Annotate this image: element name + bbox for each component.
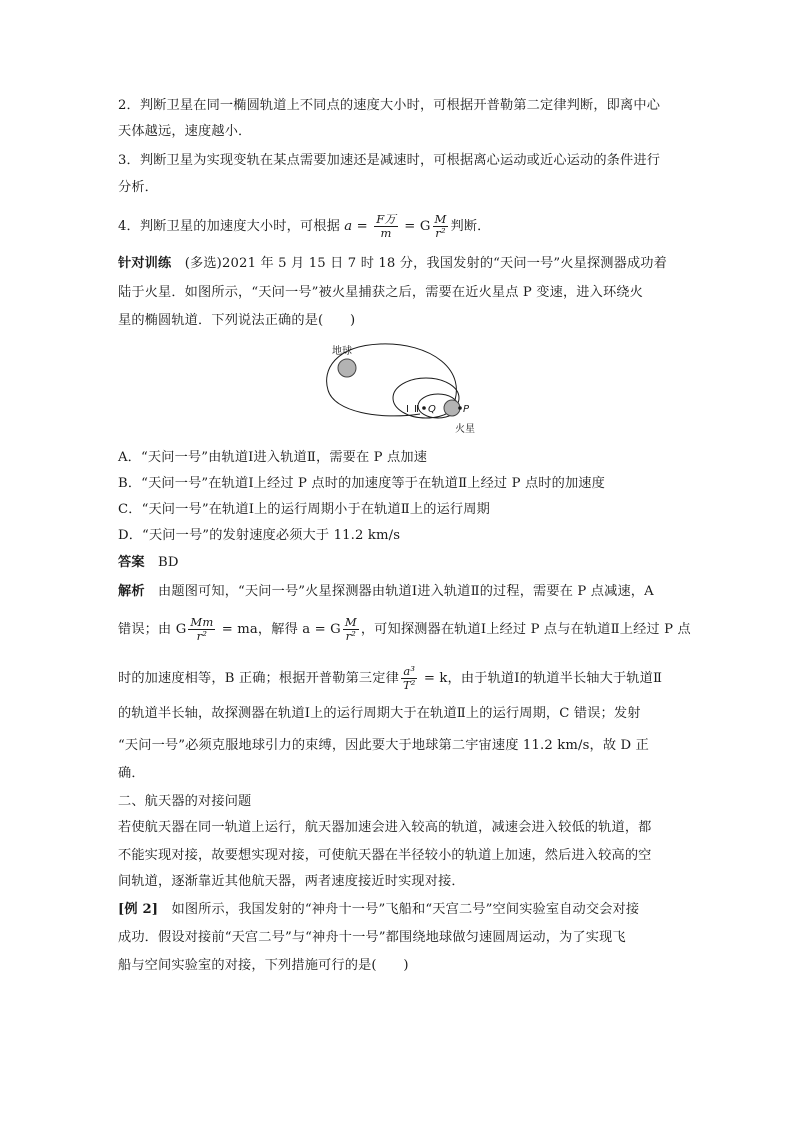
answer-line — [118, 553, 179, 573]
orbit-diagram — [320, 340, 480, 440]
point-P-dot — [458, 406, 462, 410]
formula-kepler-third: $\frac{\text{a³}}{\text{T²}}$ — [402, 664, 416, 692]
formula-m-over-r2-analysis: $\frac{M}{\text{r²}}$ — [344, 615, 357, 643]
point-3-line-1: 3．判断卫星为实现变轨在某点需要加速还是减速时，可根据离心运动或近心运动的条件进行 — [118, 153, 661, 168]
analysis-line-6: 确． — [118, 766, 145, 781]
earth-icon — [338, 359, 356, 377]
analysis-line-2: 错误；由 G $\frac{Mm}{\text{r²}}$ = ma，解得 a = G $\frac{M}{\text{r²}}$ ，可知探测器在轨道Ⅰ上经过 P 点与在轨道Ⅱ上经过 P 点 — [118, 615, 691, 643]
mars-icon — [444, 400, 460, 416]
section-2-line-2: 不能实现对接，故要想实现对接，可使航天器在半径较小的轨道上加速，然后进入较高的空 — [118, 848, 652, 863]
example-2-tag: [例 2] — [118, 902, 159, 917]
option-c: C．“天问一号”在轨道Ⅰ上的运行周期小于在轨道Ⅱ上的运行周期 — [118, 502, 490, 517]
point-P-label: P — [463, 404, 470, 415]
analysis-line-1: 解析 由题图可知，“天问一号”火星探测器由轨道Ⅰ进入轨道Ⅱ的过程，需要在 P 点减速，A — [118, 584, 654, 599]
analysis-tag: 解析 — [118, 584, 145, 599]
point-2-line-2: 天体越远，速度越小． — [118, 124, 252, 139]
analysis-line-3: 时的加速度相等，B 正确；根据开普勒第三定律 $\frac{\text{a³}}{\text{T²}}$ = k，由于轨道Ⅰ的轨道半长轴大于轨道Ⅱ — [118, 664, 663, 692]
orbit-I-label: Ⅰ — [406, 404, 409, 415]
point-Q-dot — [422, 406, 426, 410]
option-d: D．“天问一号”的发射速度必须大于 11.2 km/s — [118, 528, 401, 543]
answer-value: BD — [144, 555, 179, 570]
earth-label: 地球 — [332, 346, 352, 357]
example-2-line-3: 船与空间实验室的对接，下列措施可行的是( ) — [118, 958, 409, 973]
mars-label: 火星 — [455, 424, 475, 435]
training-line-2: 陆于火星．如图所示，“天问一号”被火星捕获之后，需要在近火星点 P 变速，进入环绕火 — [118, 285, 643, 300]
option-a: A．“天问一号”由轨道Ⅰ进入轨道Ⅱ，需要在 P 点加速 — [118, 450, 428, 465]
training-tag: 针对训练 — [118, 256, 172, 271]
orbit-II-label: Ⅱ — [414, 404, 419, 415]
training-line-3: 星的椭圆轨道．下列说法正确的是( ) — [118, 313, 356, 328]
analysis-line-4: 的轨道半长轴，故探测器在轨道Ⅰ上的运行周期大于在轨道Ⅱ上的运行周期，C 错误；发射 — [118, 706, 641, 721]
formula-mm-over-r2: $\frac{Mm}{\text{r²}}$ — [190, 615, 214, 643]
point-2-line-1: 2．判断卫星在同一椭圆轨道上不同点的速度大小时，可根据开普勒第二定律判断，即离中心 — [118, 98, 661, 113]
analysis-line-5: “天问一号”必须克服地球引力的束缚，因此要大于地球第二宇宙速度 11.2 km/s，故 D 正 — [118, 738, 649, 753]
formula-force-over-mass: $\frac{\text{F万}}{m}$ — [376, 212, 396, 240]
example-2-line-1: [例 2] 如图所示，我国发射的“神舟十一号”飞船和“天宫二号”空间实验室自动交会对接 — [118, 902, 640, 917]
section-2-line-3: 间轨道，逐渐靠近其他航天器，两者速度接近时实现对接． — [118, 874, 465, 889]
option-b: B．“天问一号”在轨道Ⅰ上经过 P 点时的加速度等于在轨道Ⅱ上经过 P 点时的加速度 — [118, 476, 605, 491]
point-4-line: 4．判断卫星的加速度大小时，可根据 a = $\frac{\text{F万}}{m}$ = G $\frac{M}{\text{r²}}$ 判断． — [118, 212, 491, 240]
training-line-1: 针对训练 (多选)2021 年 5 月 15 日 7 时 18 分，我国发射的“天问一号”火星探测器成功着 — [118, 256, 667, 271]
answer-tag: 答案 — [118, 555, 145, 570]
point-Q-label: Q — [428, 404, 436, 415]
formula-m-over-r2: $\frac{M}{\text{r²}}$ — [434, 212, 447, 240]
section-2-line-1: 若使航天器在同一轨道上运行，航天器加速会进入较高的轨道，减速会进入较低的轨道，都 — [118, 820, 652, 835]
point-3-line-2: 分析． — [118, 180, 159, 195]
example-2-line-2: 成功．假设对接前“天宫二号”与“神舟十一号”都围绕地球做匀速圆周运动，为了实现飞 — [118, 930, 626, 945]
section-2-heading: 二、航天器的对接问题 — [118, 794, 252, 809]
